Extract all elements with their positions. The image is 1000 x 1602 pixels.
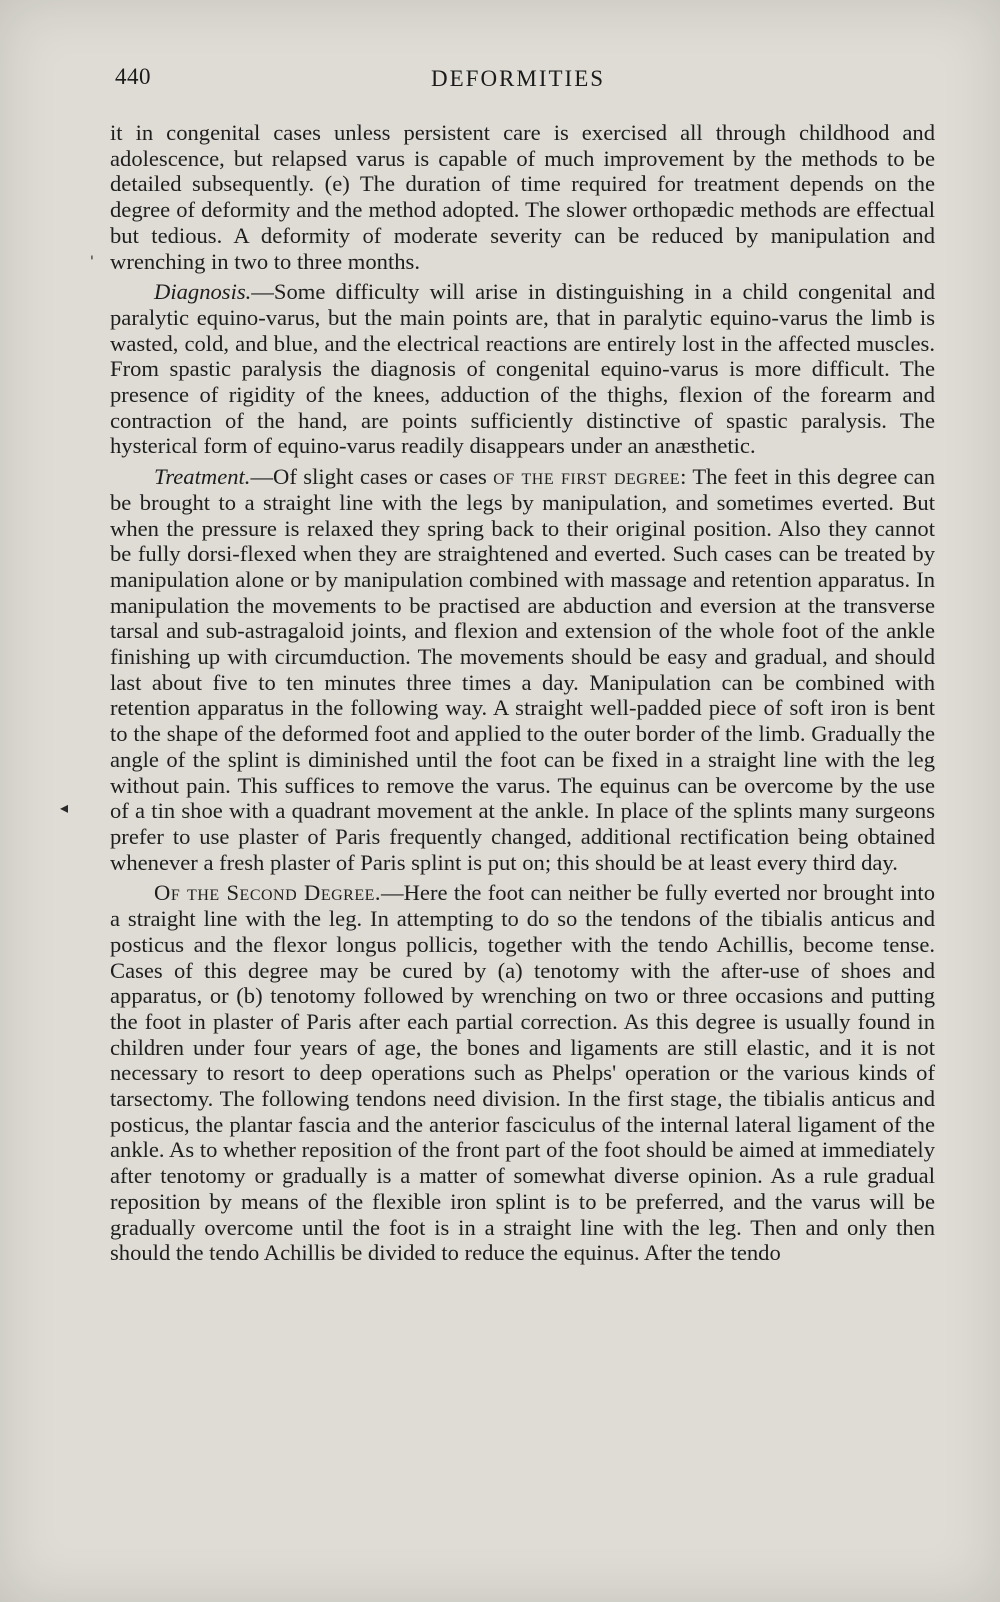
- smallcaps-first-degree: of the first degree: [493, 464, 681, 490]
- run-in-heading-treatment: Treatment.: [154, 464, 251, 490]
- margin-arrow-mark: ◂: [60, 798, 69, 817]
- body-text: [110, 120, 935, 1271]
- paragraph-text: it in congenital cases unless persistent care is exercised all through childhood and adolescence, but relapsed varus is capable of much improvement by the methods to be detailed subsequently. (e) The duration of time required for treatment depends on the degree of deformity and the method adopted. The slower orthopædic methods are effectual but tedious. A deformity of moderate severity can be reduced by manipulation and wrenching in two to three months.: [110, 120, 935, 274]
- paragraph-text: —Here the foot can neither be fully everted nor brought into a straight line with the leg. In attempting to do so the tendons of the tibialis anticus and posticus and the flexor longus pollicis, together with the tendo Achillis, become tense. Cases of this degree may be cured by (a) tenotomy with the after-use of shoes and apparatus, or (b) tenotomy followed by wrenching on two or three occasions and putting the foot in plaster of Paris after each partial correction. As this degree is usually found in children under four years of age, the bones and ligaments are still elastic, and it is not necessary to resort to deep operations such as Phelps' operation or the various kinds of tarsectomy. The following tendons need division. In the first stage, the tibialis anticus and posticus, the plantar fascia and the anterior fasciculus of the internal lateral ligament of the ankle. As to whether reposition of the front part of the foot should be aimed at immediately after tenotomy or gradually is a matter of somewhat diverse opinion. As a rule gradual reposition by means of the flexible iron splint is to be preferred, and the varus will be gradually overcome until the foot is in a straight line with the leg. Then and only then should the tendo Achillis be divided to reduce the equinus. After the tendo: [110, 880, 935, 1266]
- paragraph-text: —Some difficulty will arise in distinguishing in a child congenital and paralytic equino-varus, but the main points are, that in paralytic equino-varus the limb is wasted, cold, and blue, and the electrical reactions are entirely lost in the affected muscles. From spastic paralysis the diagnosis of congenital equino-varus is more difficult. The presence of rigidity of the knees, adduction of the thighs, flexion of the forearm and contraction of the hand, are points sufficiently distinctive of spastic paralysis. The hysterical form of equino-varus readily disappears under an anæsthetic.: [110, 279, 935, 459]
- page-heading: DEFORMITIES: [431, 66, 606, 91]
- paragraph-treatment: [110, 464, 935, 875]
- paragraph-diagnosis: [110, 279, 935, 459]
- paragraph-continuation: [110, 120, 935, 274]
- paragraph-text: : The feet in this degree can be brought to a straight line with the legs by manipulation, and sometimes everted. But when the pressure is relaxed they spring back to their original position. Also they cannot be fully dorsi-flexed when they are straightened and everted. Such cases can be treated by manipulation alone or by manipulation combined with massage and retention apparatus. In manipulation the movements to be practised are abduction and eversion at the transverse tarsal and sub-astragaloid joints, and flexion and extension of the whole foot of the ankle finishing up with circumduction. The movements should be easy and gradual, and should last about five to ten minutes three times a day. Manipulation can be combined with retention apparatus in the following way. A straight well-padded piece of soft iron is bent to the shape of the deformed foot and applied to the outer border of the limb. Gradually the angle of the splint is diminished until the foot can be fixed in a straight line with the leg without pain. This suffices to remove the varus. The equinus can be overcome by the use of a tin shoe with a quadrant movement at the ankle. In place of the splints many surgeons prefer to use plaster of Paris frequently changed, additional rectification being obtained whenever a fresh plaster of Paris splint is put on; this should be at least every third day.: [110, 464, 935, 875]
- paragraph-second-degree: [110, 880, 935, 1266]
- margin-mark: ': [90, 254, 94, 270]
- run-in-heading-diagnosis: Diagnosis.: [154, 279, 252, 305]
- smallcaps-second-degree: Of the Second Degree.: [154, 880, 382, 906]
- running-head: [115, 62, 930, 102]
- paragraph-lead-text: —Of slight cases or cases: [250, 464, 494, 490]
- page-number: 440: [115, 64, 151, 89]
